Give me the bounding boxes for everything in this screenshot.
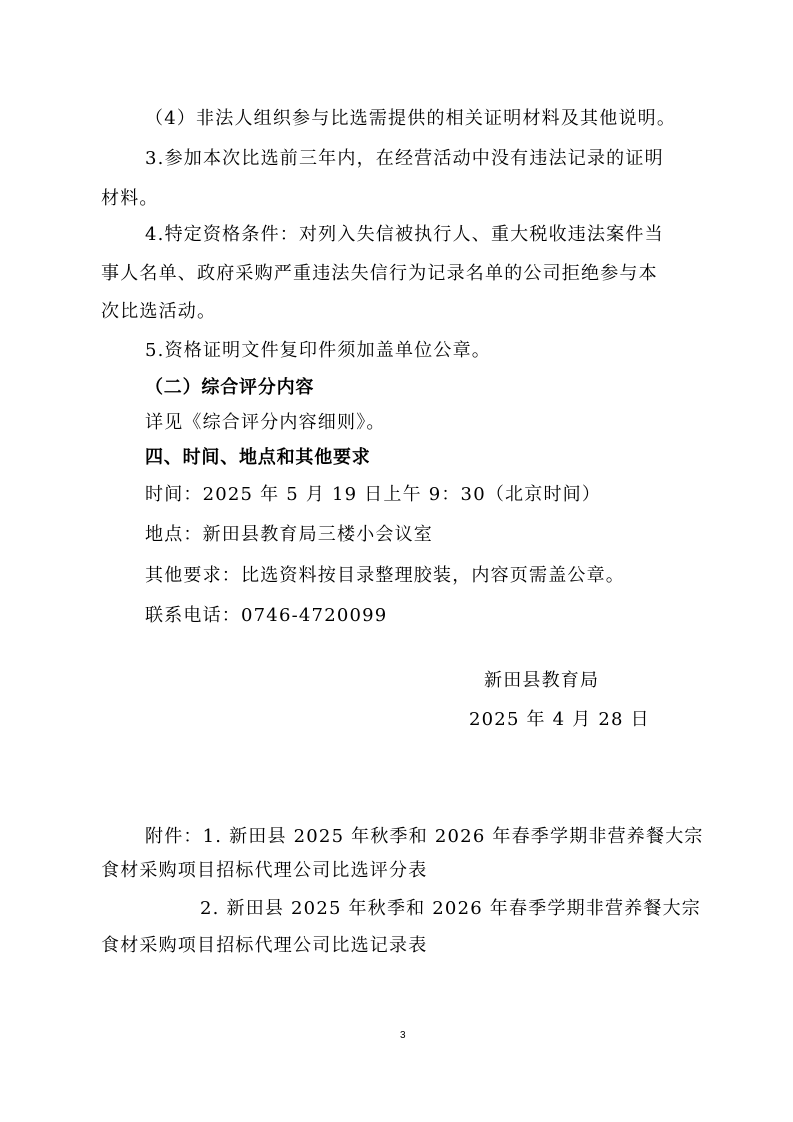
requirement-3-line-1: 3.参加本次比选前三年内，在经营活动中没有违法记录的证明 bbox=[145, 148, 664, 169]
page-number: 3 bbox=[400, 1030, 406, 1041]
attachment-1-line-1: 附件：1. 新田县 2025 年秋季和 2026 年春季学期非营养餐大宗 bbox=[145, 826, 704, 847]
location-line: 地点：新田县教育局三楼小会议室 bbox=[145, 524, 433, 545]
requirement-5-line: 5.资格证明文件复印件须加盖单位公章。 bbox=[145, 340, 491, 361]
section-2-heading: （二）综合评分内容 bbox=[145, 377, 315, 398]
contact-phone-line: 联系电话：0746-4720099 bbox=[145, 605, 388, 626]
signature-organization: 新田县教育局 bbox=[484, 670, 600, 691]
requirement-4-special-line-1: 4.特定资格条件：对列入失信被执行人、重大税收违法案件当 bbox=[145, 224, 664, 245]
attachment-2-line-1: 2. 新田县 2025 年秋季和 2026 年春季学期非营养餐大宗 bbox=[200, 898, 701, 919]
requirement-4-special-line-2: 事人名单、政府采购严重违法失信行为记录名单的公司拒绝参与本 bbox=[101, 263, 658, 284]
section-2-body: 详见《综合评分内容细则》。 bbox=[145, 412, 386, 433]
signature-date: 2025 年 4 月 28 日 bbox=[469, 709, 650, 730]
time-line: 时间：2025 年 5 月 19 日上午 9：30（北京时间） bbox=[145, 484, 602, 505]
other-requirements-line: 其他要求：比选资料按目录整理胶装，内容页需盖公章。 bbox=[145, 565, 625, 586]
section-4-heading: 四、时间、地点和其他要求 bbox=[145, 447, 371, 468]
requirement-3-line-2: 材料。 bbox=[101, 188, 159, 209]
requirement-4-special-line-3: 次比选活动。 bbox=[101, 301, 217, 322]
attachment-1-line-2: 食材采购项目招标代理公司比选评分表 bbox=[101, 860, 428, 881]
attachment-2-line-2: 食材采购项目招标代理公司比选记录表 bbox=[101, 935, 428, 956]
requirement-4-line: （4）非法人组织参与比选需提供的相关证明材料及其他说明。 bbox=[145, 108, 677, 129]
